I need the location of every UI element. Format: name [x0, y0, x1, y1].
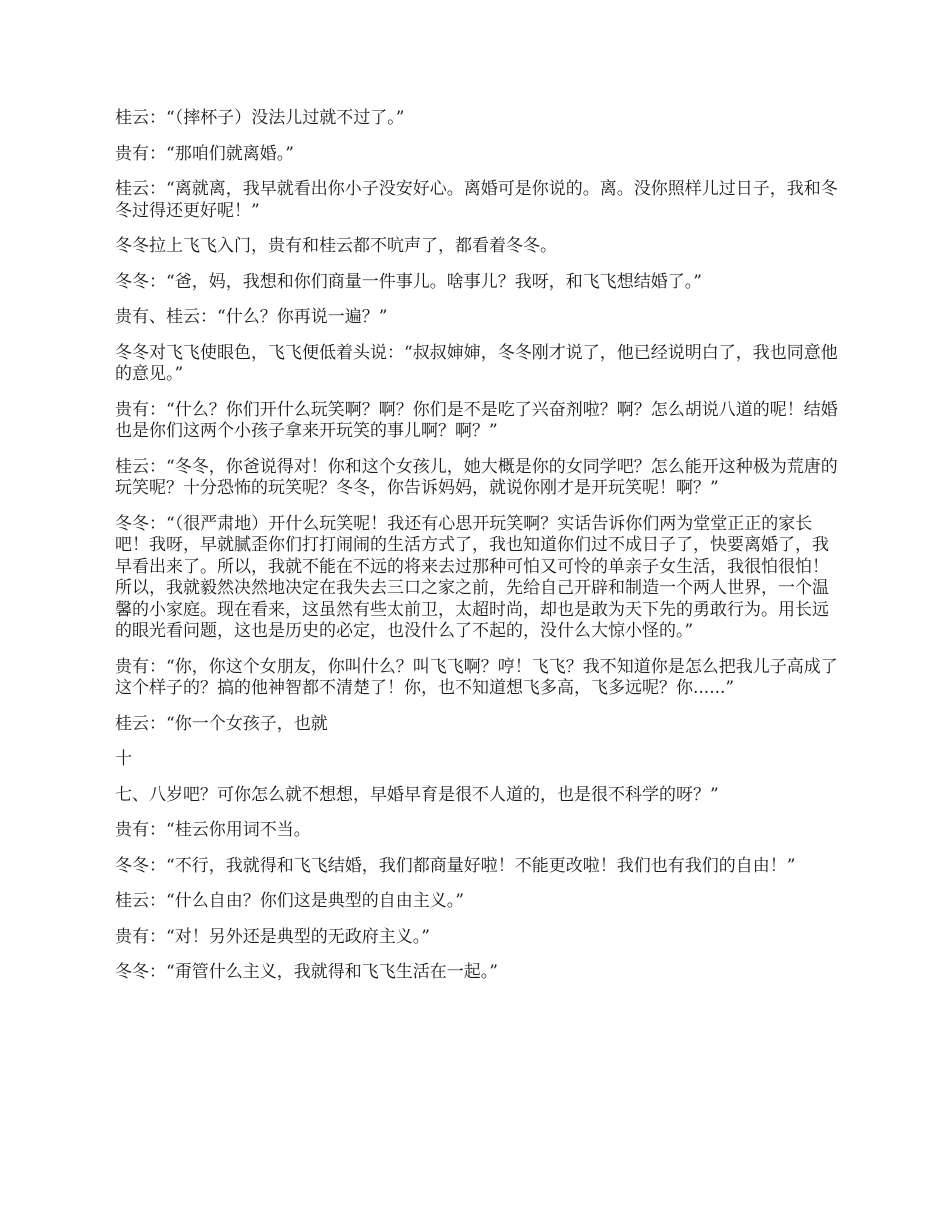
paragraph: 冬冬对飞飞使眼色，飞飞便低着头说：“叔叔婶婶，冬冬刚才说了，他已经说明白了，我也同意他的意见。”	[115, 342, 838, 384]
paragraph: 桂云：“离就离，我早就看出你小子没安好心。离婚可是你说的。离。没你照样儿过日子，我和冬冬过得还更好呢！”	[115, 179, 838, 221]
paragraph: 冬冬拉上飞飞入门，贵有和桂云都不吭声了，都看着冬冬。	[115, 236, 557, 256]
paragraph: 冬冬：“（很严肃地）开什么玩笑呢！我还有心思开玩笑啊？实话告诉你们两为堂堂正正的家长吧！我呀，早就腻歪你们打打闹闹的生活方式了，我也知道你们过不成日子了，快要离婚了，我早看出来了。所以，我就不能在不远的将来去过那种可怕又可怜的单亲子女生活，我很怕很怕！所以，我就毅然决然地决定在我失去三口之家之前，先给自己开辟和制造一个两人世界，一个温馨的小家庭。现在看来，这虽然有些太前卫，太超时尚，却也是敢为天下先的勇敢行为。用长远的眼光看问题，这也是历史的必定，也没什么了不起的，没什么大惊小怪的。”	[115, 513, 829, 641]
paragraph: 七、八岁吧？可你怎么就不想想，早婚早育是很不人道的，也是很不科学的呀？”	[115, 784, 719, 805]
paragraph: 十	[115, 749, 132, 769]
paragraph: 贵有：“桂云你用词不当。	[115, 820, 311, 840]
paragraph: 贵有：“对！另外还是典型的无政府主义。”	[115, 926, 430, 947]
paragraph: 桂云：“冬冬，你爸说得对！你和这个女孩儿，她大概是你的女同学吧？怎么能开这种极为荒唐的玩笑呢？十分恐怖的玩笑呢？冬冬，你告诉妈妈，就说你刚才是开玩笑呢！啊？”	[115, 456, 838, 498]
paragraph: 贵有、桂云：“什么？你再说一遍？”	[115, 307, 388, 327]
paragraph: 桂云：“什么自由？你们这是典型的自由主义。”	[115, 891, 464, 911]
paragraph: 桂云：“你一个女孩子，也就	[115, 713, 328, 734]
paragraph: 贵有：“那咱们就离婚。”	[115, 143, 294, 164]
paragraph: 桂云：“（摔杯子）没法儿过就不过了。”	[115, 108, 405, 128]
paragraph: 冬冬：“不行，我就得和飞飞结婚，我们都商量好啦！不能更改啦！我们也有我们的自由！”	[115, 855, 796, 876]
document-body	[115, 108, 845, 998]
paragraph: 冬冬：“爸，妈，我想和你们商量一件事儿。啥事儿？我呀，和飞飞想结婚了。”	[115, 271, 702, 292]
paragraph: 贵有：“什么？你们开什么玩笑啊？啊？你们是不是吃了兴奋剂啦？啊？怎么胡说八道的呢！结婚也是你们这两个小孩子拿来开玩笑的事儿啊？啊？”	[115, 399, 838, 441]
paragraph: 贵有：“你，你这个女朋友，你叫什么？叫飞飞啊？哼！飞飞？我不知道你是怎么把我儿子高成了这个样子的？搞的他神智都不清楚了！你，也不知道想飞多高，飞多远呢？你......”	[115, 656, 838, 698]
paragraph: 冬冬：“甭管什么主义，我就得和飞飞生活在一起。”	[115, 962, 498, 982]
